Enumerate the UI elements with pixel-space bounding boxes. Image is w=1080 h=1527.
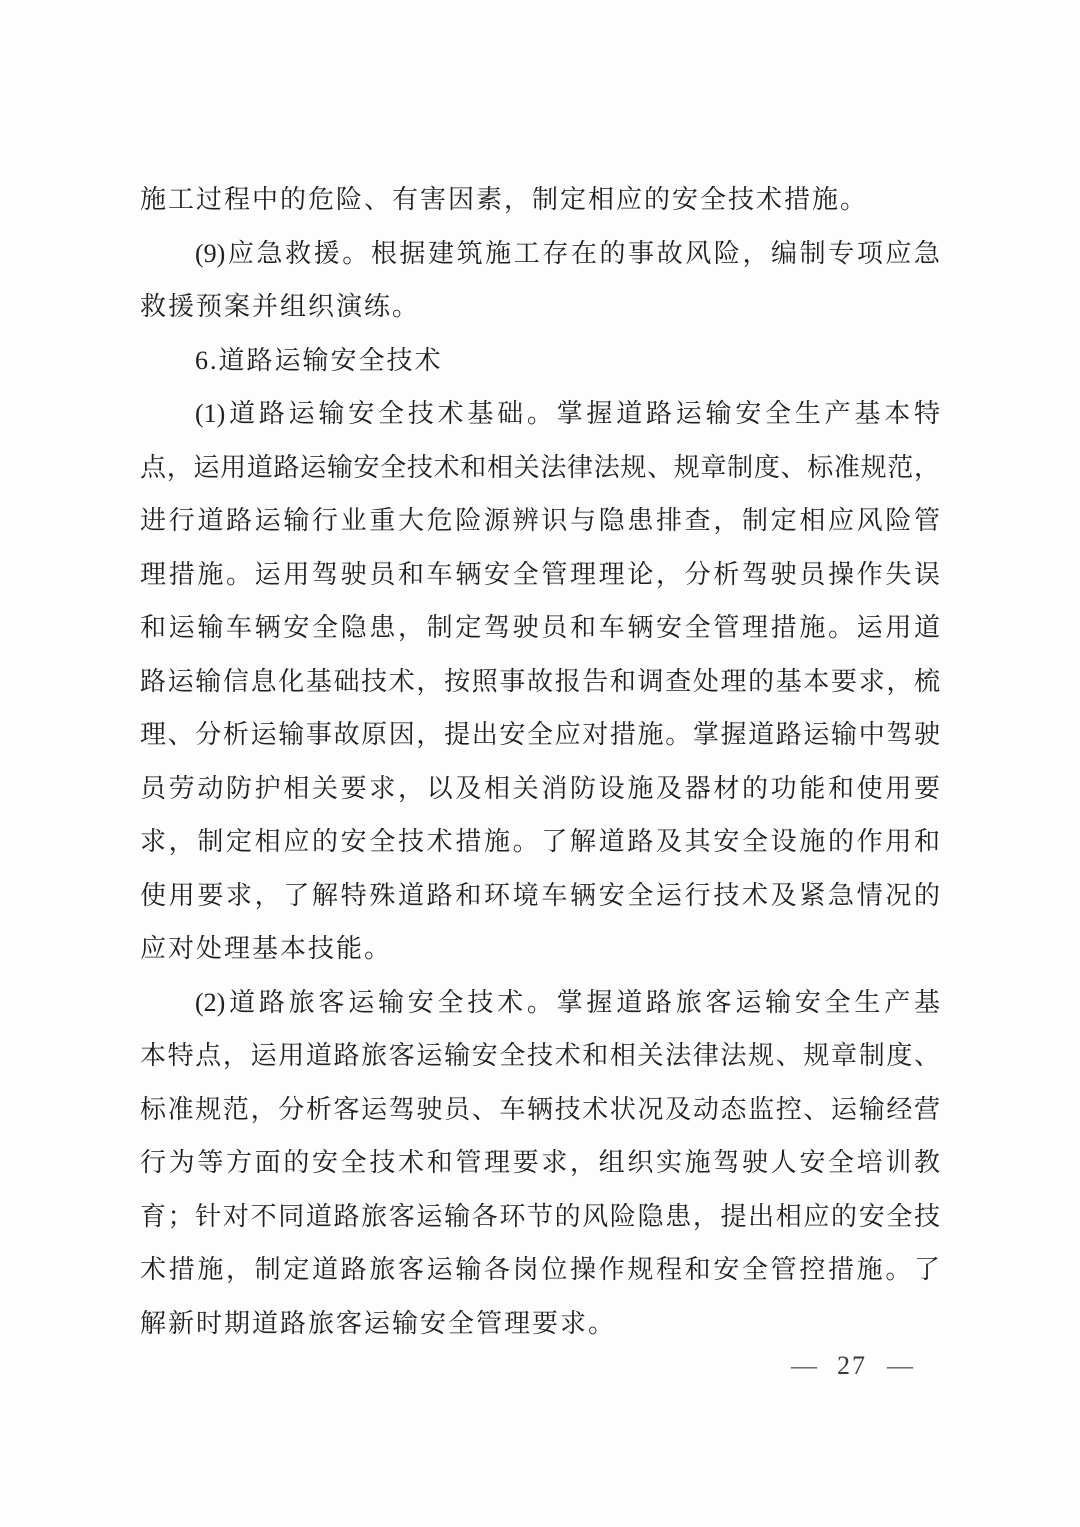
text-line: 行为等方面的安全技术和管理要求，组织实施驾驶人安全培训教: [140, 1148, 940, 1177]
text-line: 理措施。运用驾驶员和车辆安全管理理论，分析驾驶员操作失误: [140, 559, 940, 589]
text-line: 理、分析运输事故原因，提出安全应对措施。掌握道路运输中驾驶: [140, 720, 940, 749]
text-line: 应对处理基本技能。: [140, 934, 393, 963]
text-line: 求，制定相应的安全技术措施。了解道路及其安全设施的作用和: [140, 827, 940, 856]
text-line: 进行道路运输行业重大危险源辨识与隐患排查，制定相应风险管: [140, 506, 940, 535]
text-line: 使用要求，了解特殊道路和环境车辆安全运行技术及紧急情况的: [140, 880, 940, 910]
text-line: 和运输车辆安全隐患，制定驾驶员和车辆安全管理措施。运用道: [140, 613, 940, 642]
text-line: 解新时期道路旅客运输安全管理要求。: [140, 1308, 617, 1338]
text-line: (9)应急救援。根据建筑施工存在的事故风险，编制专项应急: [195, 238, 940, 268]
text-line: 救援预案并组织演练。: [140, 292, 421, 321]
text-body: [140, 173, 940, 1350]
text-line: 6.道路运输安全技术: [195, 345, 443, 375]
text-line: 路运输信息化基础技术，按照事故报告和调查处理的基本要求，梳: [140, 666, 940, 696]
page-footer: [791, 1350, 913, 1382]
text-line: (2)道路旅客运输安全技术。掌握道路旅客运输安全生产基: [195, 987, 940, 1017]
text-line: (1)道路运输安全技术基础。掌握道路运输安全生产基本特: [195, 399, 940, 428]
text-line: 术措施，制定道路旅客运输各岗位操作规程和安全管控措施。了: [140, 1255, 940, 1284]
text-line: 员劳动防护相关要求，以及相关消防设施及器材的功能和使用要: [140, 773, 940, 803]
footer-dash-right: —: [887, 1351, 913, 1380]
text-line: 施工过程中的危险、有害因素，制定相应的安全技术措施。: [140, 185, 869, 214]
page-number: 27: [837, 1351, 867, 1380]
text-line: 本特点，运用道路旅客运输安全技术和相关法律法规、规章制度、: [140, 1041, 940, 1070]
footer-dash-left: —: [791, 1351, 817, 1380]
text-line: 育；针对不同道路旅客运输各环节的风险隐患，提出相应的安全技: [140, 1201, 940, 1231]
text-line: 点，运用道路运输安全技术和相关法律法规、规章制度、标准规范，: [140, 452, 940, 482]
text-line: 标准规范，分析客运驾驶员、车辆技术状况及动态监控、运输经营: [140, 1094, 940, 1124]
